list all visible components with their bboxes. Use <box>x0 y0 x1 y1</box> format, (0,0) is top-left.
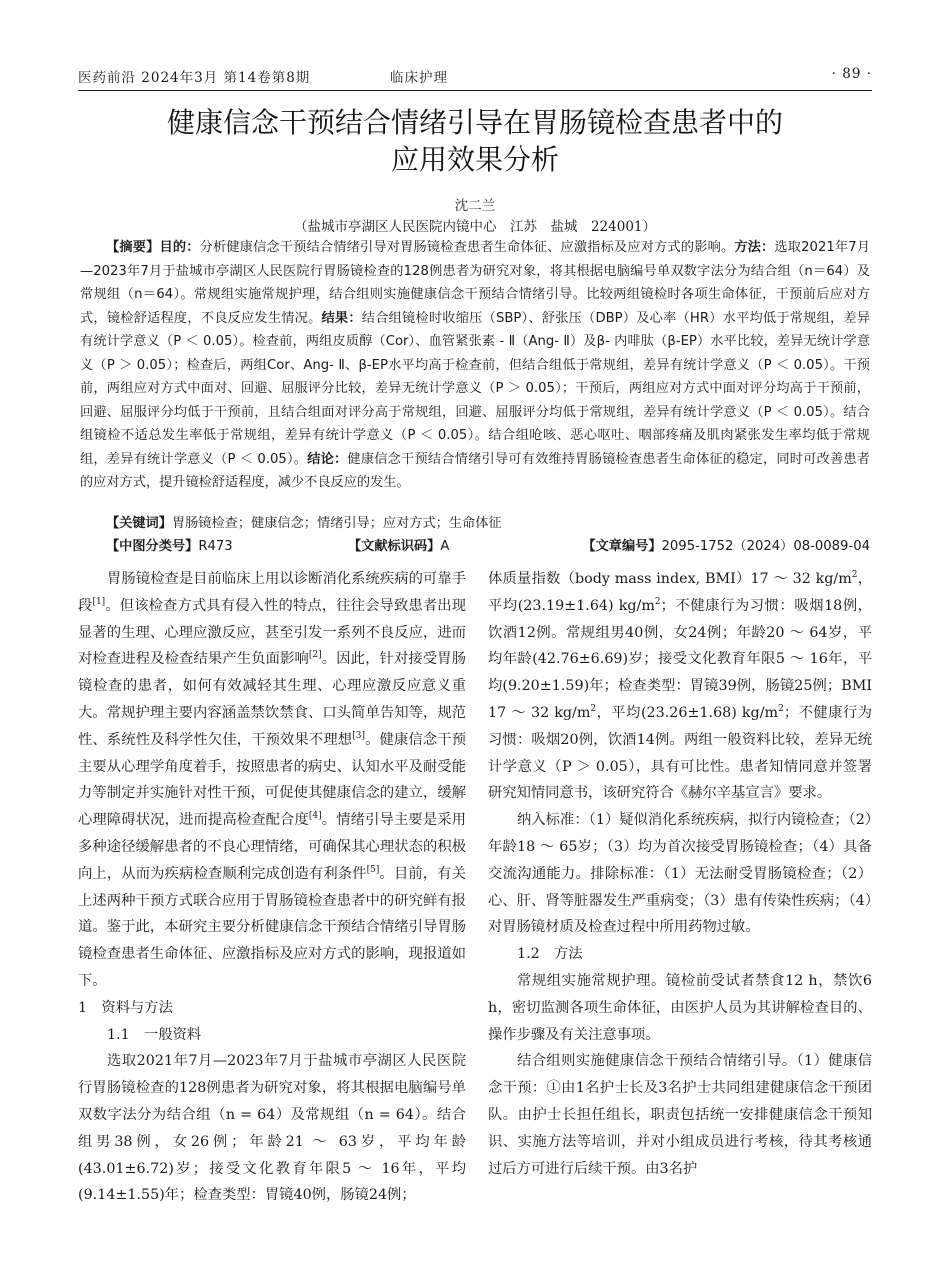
body-left-column <box>78 566 466 1209</box>
gd-text-d: ，平均(23.26±1.68) kg/m <box>596 704 779 721</box>
intro-text-a: 胃肠镜检查是目前临床上用以诊断消化系统疾病的可靠手段 <box>78 571 466 614</box>
ref-1: [1] <box>92 597 106 608</box>
gd-text-e: ；不健康行为习惯：吸烟20例，饮酒14例。两组一般资料比较，差异无统计学意义（P ＞ 0.05），具有可比性。患者知情同意并签署研究知情同意书，该研究符合《赫尔辛基宣言》要求。 <box>488 704 872 802</box>
combined-care-paragraph: 结合组则实施健康信念干预结合情绪引导。（1）健康信念干预：①由1名护士长及3名护士共同组建健康信念干预团队。由护士长担任组长，职责包括统一安排健康信念干预知识、实施方法等培训，并对小组成员进行考核，待其考核通过后方可进行后续干预。由3名护 <box>488 1053 872 1177</box>
abstract <box>80 236 870 495</box>
title-line-2: 应用效果分析 <box>390 143 559 176</box>
author: 沈二兰 <box>454 198 496 214</box>
document-code <box>348 535 449 558</box>
doc-value: A <box>440 539 450 554</box>
intro-text-d: 。健康信念干预主要从心理学角度着手，按照患者的病史、认知水平及耐受能力等制定并实施针对性干预，可促使其健康信念的建立，缓解心理障碍状况，进而提高检查配合度 <box>78 731 467 829</box>
superscript-2d: 2 <box>778 704 784 715</box>
header-rule <box>78 90 872 91</box>
gd-text-a: 体质量指数（body mass index, BMI）17 ～ 32 kg/m <box>488 571 852 587</box>
conclusion-label: 结论： <box>307 451 348 467</box>
subsection-heading-1-1: 1.1 一般资料 <box>107 1026 202 1043</box>
intro-text-f: 。目前，有关上述两种干预方式联合应用于胃肠镜检查患者中的研究鲜有报道。鉴于此，本研究主要分析健康信念干预结合情绪引导胃肠镜检查患者生命体征、应激指标及应对方式的影响，现报道如下。 <box>78 865 467 989</box>
ref-5: [5] <box>366 865 380 875</box>
section-heading-1: 1 资料与方法 <box>78 999 173 1016</box>
intro-text-c: 。因此，针对接受胃肠镜检查的患者，如何有效减轻其生理、心理应激反应意义重大。常规护理主要内容涵盖禁饮禁食、口头简单告知等，规范性、系统性及科学性欠佳，干预效果不理想 <box>78 651 466 748</box>
routine-care-paragraph: 常规组实施常规护理。镜检前受试者禁食12 h，禁饮6 h，密切监测各项生命体征，由医护人员为其讲解检查目的、操作步骤及有关注意事项。 <box>488 972 872 1043</box>
gd-text-b: ，平均(23.19±1.64) kg/m <box>488 571 872 614</box>
superscript-2c: 2 <box>590 704 597 715</box>
objective-text: 分析健康信念干预结合情绪引导对胃肠镜检查患者生命体征、应激指标及应对方式的影响。 <box>199 240 735 255</box>
abstract-label: 【摘要】 <box>106 240 160 255</box>
ref-3: [3] <box>352 731 365 742</box>
keywords-label: 【关键词】 <box>106 516 172 531</box>
criteria-paragraph: 纳入标准：（1）疑似消化系统疾病，拟行内镜检查；（2）年龄18 ～ 65岁；（3）均为首次接受胃肠镜检查；（4）具备交流沟通能力。排除标准：（1）无法耐受胃肠镜检查；（2）心、肝、肾等脏器发生严重病变；（3）患有传染性疾病；（4）对胃肠镜材质及检查过程中所用药物过敏。 <box>488 812 872 936</box>
clc-number <box>106 535 233 558</box>
article-number <box>582 535 870 558</box>
ref-4: [4] <box>308 811 322 822</box>
journal-info: 医药前沿 2024年3月 第14卷第8期 <box>78 70 311 86</box>
intro-text-e: 。情绪引导主要是采用多种途径缓解患者的不良心理情绪，可确保其心理状态的积极向上，从而为疾病检查顺利完成创造有利条件 <box>78 812 466 882</box>
section-name: 临床护理 <box>390 70 448 86</box>
methods-text: 选取2021年7月—2023年7月于盐城市亭湖区人民医院行胃肠镜检查的128例患者为研究对象，将其根据电脑编号单双数字法分为结合组（n＝64）及常规组（n＝64）。常规组实施常规护理，结合组则实施健康信念干预结合情绪引导。比较两组镜检时各项生命体征，干预前后应对方式，镜检舒适程度，不良反应发生情况。 <box>80 240 871 326</box>
superscript-2b: 2 <box>654 597 661 608</box>
clc-value: R473 <box>198 539 233 554</box>
subsection-heading-1-2: 1.2 方法 <box>517 946 583 963</box>
article-value: 2095-1752（2024）08-0089-04 <box>661 539 870 554</box>
methods-label: 方法： <box>734 240 775 255</box>
doc-label: 【文献标识码】 <box>348 539 441 554</box>
clc-label: 【中图分类号】 <box>106 539 199 554</box>
affiliation: （盐城市亭湖区人民医院内镜中心 江苏 盐城 224001） <box>293 219 657 235</box>
general-data-continued <box>488 566 872 807</box>
page-number: · 89 · <box>831 66 872 82</box>
article-label: 【文章编号】 <box>582 539 662 554</box>
intro-paragraph <box>78 566 466 995</box>
ref-2: [2] <box>308 650 322 661</box>
running-header <box>78 66 872 86</box>
keywords <box>80 512 870 535</box>
body-right-column <box>488 566 872 1182</box>
results-label: 结果： <box>321 310 362 326</box>
title-line-1: 健康信念干预结合情绪引导在胃肠镜检查患者中的 <box>166 106 783 139</box>
intro-text-b: 。但该检查方式具有侵入性的特点，往往会导致患者出现显著的生理、心理应激反应，甚至引发一系列不良反应，进而对检查进程及检查结果产生负面影响 <box>78 597 467 668</box>
keywords-text: 胃肠镜检查；健康信念；情绪引导；应对方式；生命体征 <box>171 516 502 531</box>
objective-label: 目的： <box>159 240 200 255</box>
classification-meta <box>80 535 870 559</box>
article-title <box>78 104 872 178</box>
superscript-2a: 2 <box>851 570 858 581</box>
general-data-paragraph: 选取2021年7月—2023年7月于盐城市亭湖区人民医院行胃肠镜检查的128例患者为研究对象，将其根据电脑编号单双数字法分为结合组（n = 64）及常规组（n = 64）。结合组男38例，女26例；年龄21 ～ 63岁，平均年龄(43.01±6.72)岁；接受文化教育年限5 ～ 16年，平均(9.14±1.55)年；检查类型：胃镜40例，肠镜24例； <box>78 1053 466 1204</box>
conclusion-text: 健康信念干预结合情绪引导可有效维持胃肠镜检查患者生命体征的稳定，同时可改善患者的应对方式，提升镜检舒适程度，减少不良反应的发生。 <box>80 451 870 490</box>
gd-text-c: ；不健康行为习惯：吸烟18例，饮酒12例。常规组男40例，女24例；年龄20 ～ 64岁，平均年龄(42.76±6.69)岁；接受文化教育年限5 ～ 16年，平均(9.20±1.59)年；检查类型：胃镜39例，肠镜25例；BMI 17 ～ 32 kg/m <box>488 597 872 721</box>
results-text: 结合组镜检时收缩压（SBP）、舒张压（DBP）及心率（HR）水平均低于常规组，差异有统计学意义（P ＜ 0.05）。检查前，两组皮质醇（Cor）、血管紧张素 - Ⅱ（Ang- Ⅱ）及β- 内啡肽（β-EP）水平比较，差异无统计学意义（P ＞ 0.05）；检查后，两组Cor、Ang- Ⅱ、β-EP水平均高于检查前，但结合组低于常规组，差异有统计学意义（P ＜ 0.05）。干预前，两组应对方式中面对、回避、屈服评分比较，差异无统计学意义（P ＞ 0.05）；干预后，两组应对方式中面对评分均高于干预前，回避、屈服评分均低于干预前，且结合组面对评分高于常规组，回避、屈服评分均低于常规组，差异有统计学意义（P ＜ 0.05）。结合组镜检不适总发生率低于常规组，差异有统计学意义（P ＜ 0.05）。结合组呛咳、恶心呕吐、咽部疼痛及肌肉紧张发生率均低于常规组，差异有统计学意义（P ＜ 0.05）。 <box>80 310 871 467</box>
